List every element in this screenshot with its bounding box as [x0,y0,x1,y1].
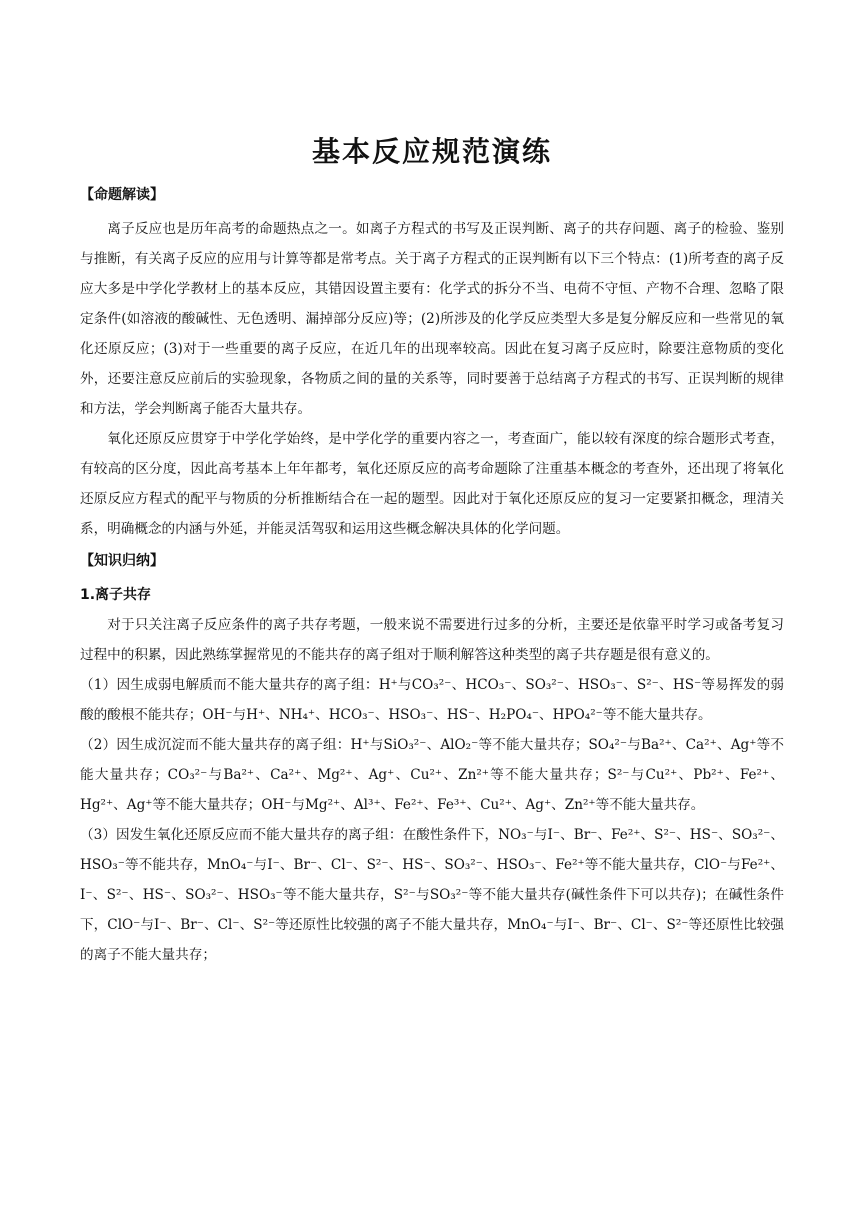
subheading-ion-coexistence: 1.离子共存 [80,587,152,603]
list-item: （2）因生成沉淀而不能大量共存的离子组：H⁺与SiO₃²⁻、AlO₂⁻等不能大量共存；SO₄²⁻与Ba²⁺、Ca²⁺、Ag⁺等不能大量共存；CO₃²⁻与Ba²⁺、Ca²⁺、Mg²⁺、Ag⁺、Cu²⁺、Zn²⁺等不能大量共存；S²⁻与Cu²⁺、Pb²⁺、Fe²⁺、Hg²⁺、Ag⁺等不能大量共存；OH⁻与Mg²⁺、Al³⁺、Fe²⁺、Fe³⁺、Cu²⁺、Ag⁺、Zn²⁺等不能大量共存。 [80,737,784,813]
paragraph-coexistence-intro: 对于只关注离子反应条件的离子共存考题，一般来说不需要进行过多的分析，主要还是依靠平时学习或备考复习过程中的积累，因此熟练掌握常见的不能共存的离子组对于顺利解答这种类型的离子共存题是很有意义的。 [80,617,784,663]
paragraph-ion-reaction: 离子反应也是历年高考的命题热点之一。如离子方程式的书写及正误判断、离子的共存问题、离子的检验、鉴别与推断，有关离子反应的应用与计算等都是常考点。关于离子方程式的正误判断有以下三个特点：(1)所考查的离子反应大多是中学化学教材上的基本反应，其错因设置主要有：化学式的拆分不当、电荷不守恒、产物不合理、忽略了限定条件(如溶液的酸碱性、无色透明、漏掉部分反应)等；(2)所涉及的化学反应类型大多是复分解反应和一些常见的氧化还原反应；(3)对于一些重要的离子反应，在近几年的出现率较高。因此在复习离子反应时，除要注意物质的变化外，还要注意反应前后的实验现象，各物质之间的量的关系等，同时要善于总结离子方程式的书写、正误判断的规律和方法，学会判断离子能否大量共存。 [80,221,784,417]
page-title: 基本反应规范演练 [311,135,552,168]
list-item: （1）因生成弱电解质而不能大量共存的离子组：H⁺与CO₃²⁻、HCO₃⁻、SO₃²⁻、HSO₃⁻、S²⁻、HS⁻等易挥发的弱酸的酸根不能共存；OH⁻与H⁺、NH₄⁺、HCO₃⁻、HSO₃⁻、HS⁻、H₂PO₄⁻、HPO₄²⁻等不能大量共存。 [80,677,784,723]
document-page [80,118,784,970]
paragraph-redox: 氧化还原反应贯穿于中学化学始终，是中学化学的重要内容之一，考查面广，能以较有深度的综合题形式考查，有较高的区分度，因此高考基本上年年都考，氧化还原反应的高考命题除了注重基本概念的考查外，还出现了将氧化还原反应方程式的配平与物质的分析推断结合在一起的题型。因此对于氧化还原反应的复习一定要紧扣概念，理清关系，明确概念的内涵与外延，并能灵活驾驭和运用这些概念解决具体的化学问题。 [80,431,784,537]
section-heading-knowledge: 【知识归纳】 [80,553,164,569]
section-heading-proposition: 【命题解读】 [80,187,164,203]
list-item: （3）因发生氧化还原反应而不能大量共存的离子组：在酸性条件下，NO₃⁻与I⁻、Br⁻、Fe²⁺、S²⁻、HS⁻、SO₃²⁻、HSO₃⁻等不能共存，MnO₄⁻与I⁻、Br⁻、Cl⁻、S²⁻、HS⁻、SO₃²⁻、HSO₃⁻、Fe²⁺等不能大量共存，ClO⁻与Fe²⁺、I⁻、S²⁻、HS⁻、SO₃²⁻、HSO₃⁻等不能大量共存，S²⁻与SO₃²⁻等不能大量共存(碱性条件下可以共存)；在碱性条件下，ClO⁻与I⁻、Br⁻、Cl⁻、S²⁻等还原性比较强的离子不能大量共存，MnO₄⁻与I⁻、Br⁻、Cl⁻、S²⁻等还原性比较强的离子不能大量共存； [80,827,784,963]
